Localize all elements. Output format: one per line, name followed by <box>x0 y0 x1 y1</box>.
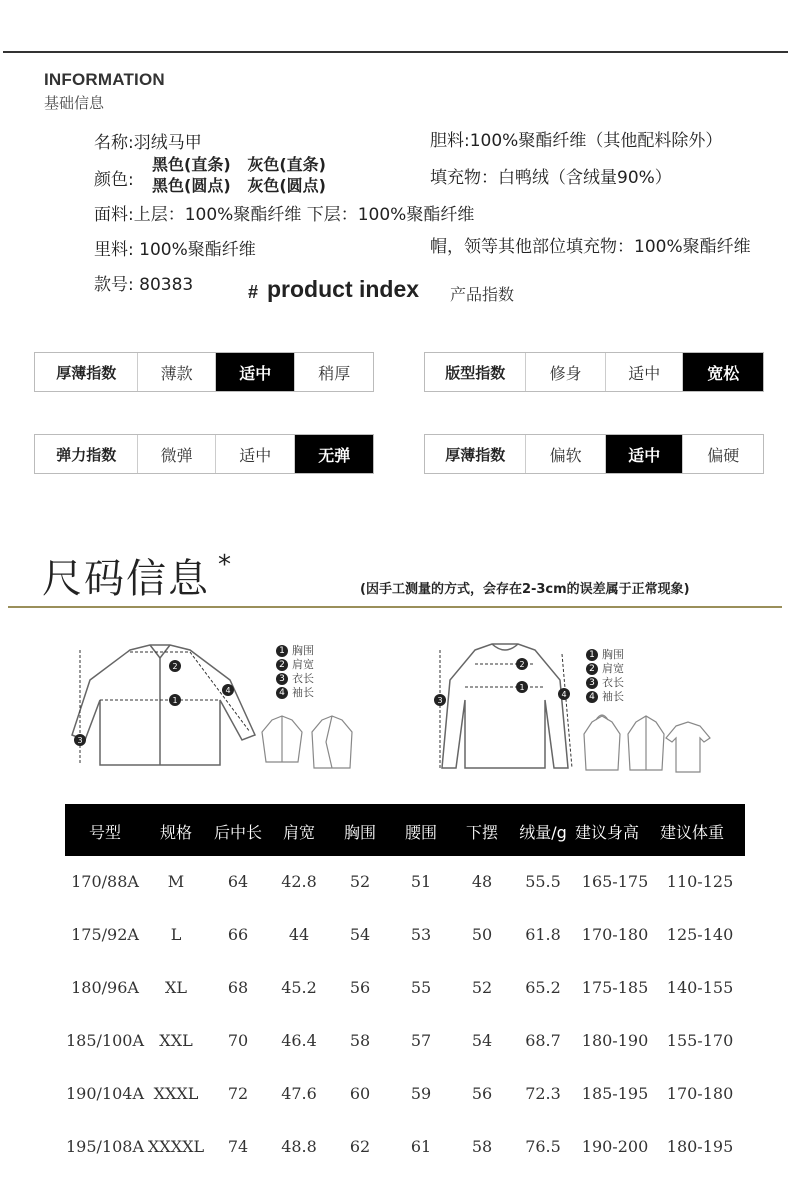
legend-item: 胸围 <box>602 648 624 661</box>
table-cell: 180/96A <box>71 978 139 997</box>
hood-filling: 帽，领等其他部位填充物：100%聚酯纤维 <box>430 237 751 257</box>
table-cell: 61.8 <box>525 925 561 944</box>
table-cell: 125-140 <box>666 925 734 944</box>
product-index-title: product index <box>267 276 420 302</box>
index-option: 偏硬 <box>707 445 740 465</box>
header-cell: 号型 <box>88 823 122 842</box>
table-row <box>0 1084 790 1124</box>
jacket-icons <box>260 712 360 772</box>
table-cell: 175/92A <box>71 925 139 944</box>
table-cell: L <box>170 925 182 944</box>
header-cell: 下摆 <box>465 823 499 842</box>
table-cell: M <box>167 872 185 891</box>
table-cell: 53 <box>410 925 432 944</box>
table-cell: 175-185 <box>581 978 649 997</box>
table-cell: 170/88A <box>71 872 139 891</box>
table-cell: 190/104A <box>65 1084 145 1103</box>
table-cell: 65.2 <box>525 978 561 997</box>
table-cell: 70 <box>227 1031 249 1050</box>
index-option-selected: 宽松 <box>683 353 763 391</box>
svg-text:3: 3 <box>77 736 83 745</box>
size-table-header <box>65 804 745 856</box>
table-cell: 140-155 <box>666 978 734 997</box>
sweater-measurement-diagram <box>430 640 580 775</box>
index-label: 厚薄指数 <box>425 435 526 473</box>
table-cell: 60 <box>349 1084 371 1103</box>
index-option: 稍厚 <box>318 363 351 383</box>
table-cell: 72.3 <box>525 1084 561 1103</box>
header-cell: 规格 <box>159 823 193 842</box>
index-elasticity <box>34 434 374 474</box>
table-cell: 45.2 <box>281 978 317 997</box>
table-cell: 48.8 <box>281 1137 317 1156</box>
index-option-selected: 适中 <box>606 435 684 473</box>
index-option-selected: 适中 <box>216 353 296 391</box>
table-cell: 56 <box>471 1084 493 1103</box>
table-cell: 170-180 <box>581 925 649 944</box>
product-index-hash: # <box>248 282 259 302</box>
table-cell: 57 <box>410 1031 432 1050</box>
svg-text:3: 3 <box>437 696 443 705</box>
table-row <box>0 925 790 965</box>
table-cell: 44 <box>288 925 310 944</box>
legend-item: 胸围 <box>292 644 314 657</box>
size-info-star: * <box>218 550 231 580</box>
inner-material: 里料: 100%聚酯纤维 <box>94 240 256 260</box>
header-cell: 腰围 <box>404 823 438 842</box>
table-cell: 74 <box>227 1137 249 1156</box>
table-cell: 50 <box>471 925 493 944</box>
header-cell: 建议体重 <box>659 823 725 842</box>
product-name: 名称:羽绒马甲 <box>94 133 202 153</box>
legend-item: 肩宽 <box>292 658 314 671</box>
header-cell: 绒量/g <box>519 823 567 842</box>
table-cell: 62 <box>349 1137 371 1156</box>
index-label: 版型指数 <box>425 353 526 391</box>
table-cell: 180-190 <box>581 1031 649 1050</box>
index-option: 微弹 <box>138 435 216 473</box>
table-cell: XXXL <box>153 1084 199 1103</box>
table-cell: 190-200 <box>581 1137 649 1156</box>
table-row <box>0 872 790 912</box>
information-title: INFORMATION <box>44 70 165 89</box>
sweater-icons <box>580 712 715 777</box>
table-cell: 155-170 <box>666 1031 734 1050</box>
table-cell: 72 <box>227 1084 249 1103</box>
table-row <box>0 1031 790 1071</box>
table-cell: 76.5 <box>525 1137 561 1156</box>
table-cell: 185/100A <box>65 1031 145 1050</box>
svg-text:1: 1 <box>519 683 525 692</box>
header-cell: 肩宽 <box>282 823 316 842</box>
table-cell: 185-195 <box>581 1084 649 1103</box>
header-cell: 后中长 <box>213 823 263 842</box>
table-cell: 54 <box>471 1031 493 1050</box>
header-cell: 胸围 <box>343 823 377 842</box>
legend-item: 袖长 <box>292 686 314 699</box>
svg-text:4: 4 <box>225 686 231 695</box>
style-number: 款号: 80383 <box>94 275 194 295</box>
legend-item: 袖长 <box>602 690 624 703</box>
table-cell: XXXXL <box>147 1137 205 1156</box>
table-row <box>0 978 790 1018</box>
svg-text:2: 2 <box>519 660 525 669</box>
index-option: 适中 <box>216 435 296 473</box>
index-option: 修身 <box>526 353 606 391</box>
table-cell: 56 <box>349 978 371 997</box>
shirt-measurement-diagram <box>70 640 270 770</box>
top-divider <box>3 51 788 53</box>
table-cell: 59 <box>410 1084 432 1103</box>
table-cell: 46.4 <box>281 1031 317 1050</box>
table-cell: 170-180 <box>666 1084 734 1103</box>
index-option: 适中 <box>606 353 684 391</box>
fabric-material: 面料:上层：100%聚酯纤维 下层：100%聚酯纤维 <box>94 205 475 225</box>
index-option: 偏软 <box>526 435 606 473</box>
information-subtitle: 基础信息 <box>44 94 105 112</box>
table-cell: 52 <box>471 978 493 997</box>
size-measure-note: (因手工测量的方式，会存在2-3cm的误差属于正常现象) <box>360 582 690 597</box>
svg-text:2: 2 <box>172 662 178 671</box>
index-option: 薄款 <box>138 353 216 391</box>
right-legend: 1 胸围 2 肩宽 3 衣长 4 袖长 <box>586 648 624 704</box>
table-cell: 195/108A <box>65 1137 145 1156</box>
header-cell: 建议身高 <box>574 823 640 842</box>
table-cell: XL <box>164 978 188 997</box>
table-cell: 58 <box>349 1031 371 1050</box>
index-option-selected: 无弹 <box>295 435 373 473</box>
table-cell: 48 <box>471 872 493 891</box>
table-cell: 55.5 <box>525 872 561 891</box>
table-cell: 180-195 <box>666 1137 734 1156</box>
table-cell: 68 <box>227 978 249 997</box>
table-cell: 42.8 <box>281 872 317 891</box>
legend-item: 肩宽 <box>602 662 624 675</box>
filling-material: 填充物：白鸭绒（含绒量90%） <box>430 168 672 188</box>
svg-text:4: 4 <box>561 690 567 699</box>
table-row <box>0 1137 790 1177</box>
lining-material: 胆料:100%聚酯纤维（其他配料除外） <box>430 131 723 151</box>
table-cell: 55 <box>410 978 432 997</box>
color-options-line2: 黑色(圆点) 灰色(圆点) <box>152 176 326 195</box>
size-info-title: 尺码信息 <box>42 556 210 602</box>
legend-item: 衣长 <box>602 676 624 689</box>
table-cell: 110-125 <box>666 872 734 891</box>
product-index-subtitle: 产品指数 <box>450 285 515 304</box>
left-legend: 1 胸围 2 肩宽 3 衣长 4 袖长 <box>276 644 314 700</box>
table-cell: 66 <box>227 925 249 944</box>
table-cell: 68.7 <box>525 1031 561 1050</box>
table-cell: 58 <box>471 1137 493 1156</box>
table-cell: XXL <box>159 1031 193 1050</box>
table-cell: 47.6 <box>281 1084 317 1103</box>
index-fit <box>424 352 764 392</box>
index-label: 厚薄指数 <box>35 353 138 391</box>
size-divider <box>8 606 782 608</box>
table-cell: 165-175 <box>581 872 649 891</box>
index-label: 弹力指数 <box>35 435 138 473</box>
table-cell: 54 <box>349 925 371 944</box>
legend-item: 衣长 <box>292 672 314 685</box>
table-cell: 51 <box>410 872 432 891</box>
table-cell: 61 <box>410 1137 432 1156</box>
table-cell: 64 <box>227 872 249 891</box>
svg-text:1: 1 <box>172 696 178 705</box>
table-cell: 52 <box>349 872 371 891</box>
color-options-line1: 黑色(直条) 灰色(直条) <box>152 155 326 174</box>
color-label: 颜色: <box>94 170 134 190</box>
index-thickness <box>34 352 374 392</box>
index-softness <box>424 434 764 474</box>
